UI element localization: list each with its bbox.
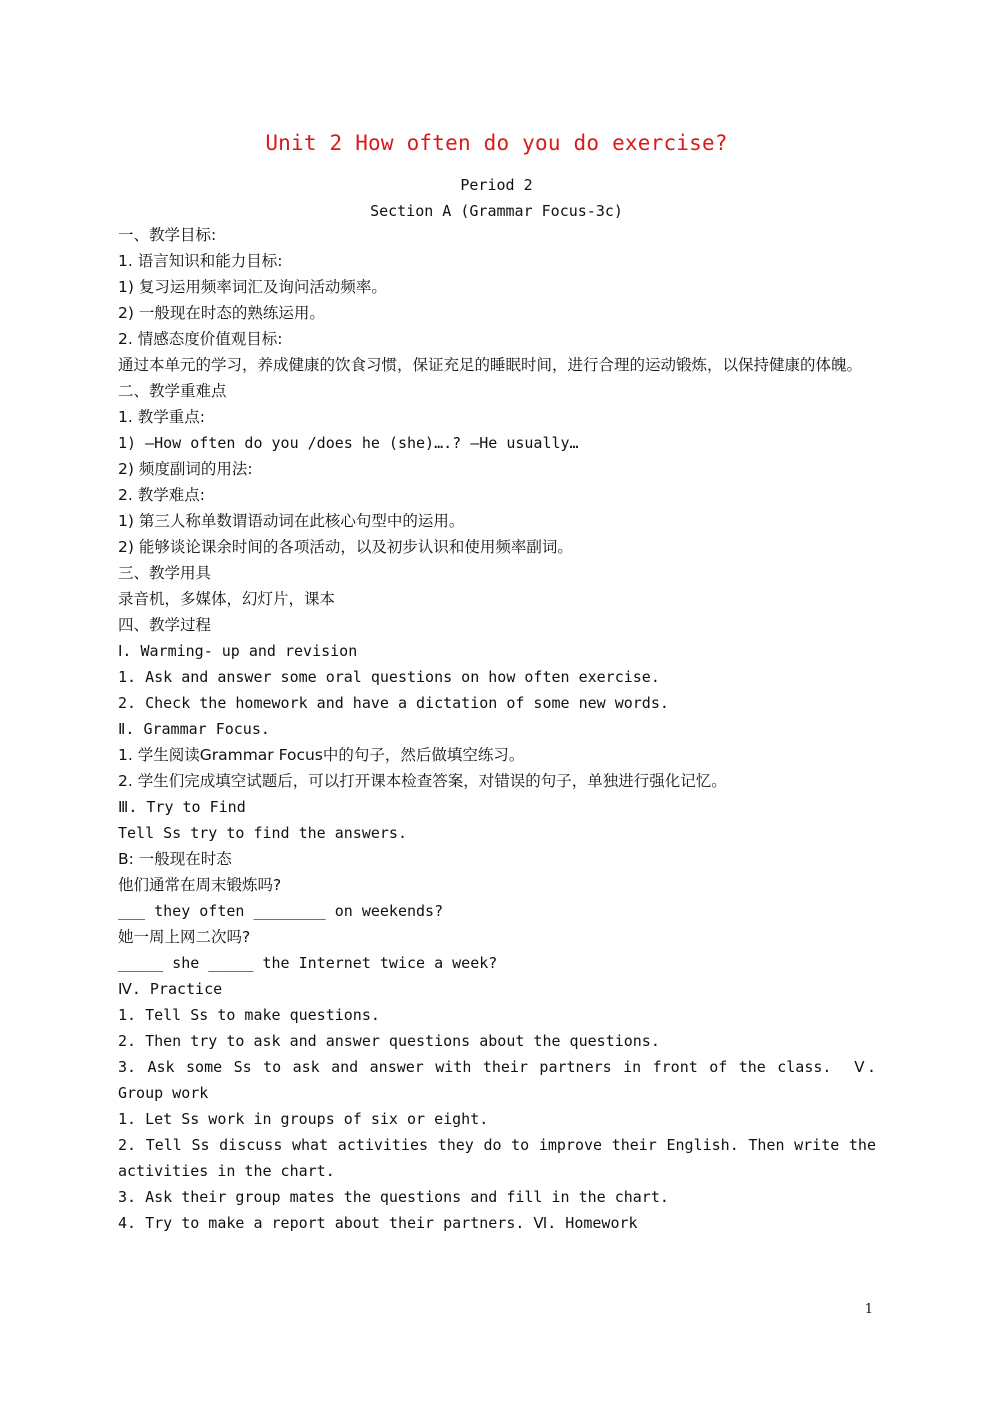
difficulty-2-1: 1) 第三人称单数谓语动词在此核心句型中的运用。	[118, 512, 465, 530]
step-2-item-2: 2. 学生们完成填空试题后，可以打开课本检查答案，对错误的句子，单独进行强化记忆。	[118, 772, 727, 790]
step-3-heading: Ⅲ. Try to Find	[118, 798, 246, 816]
key-point-1-1: 1) —How often do you /does he (she)….? —He usually…	[118, 434, 579, 452]
step-4-heading: Ⅳ. Practice	[118, 980, 223, 998]
step-5-item-2: 2. Tell Ss discuss what activities they do to improve their English. Then write the activities in the chart.	[118, 1136, 886, 1180]
key-point-1: 1. 教学重点:	[118, 408, 205, 426]
objective-1: 1. 语言知识和能力目标:	[118, 252, 283, 270]
step-1-heading: Ⅰ. Warming- up and revision	[118, 642, 358, 660]
tools-list: 录音机，多媒体，幻灯片，课本	[118, 590, 336, 608]
objective-1-2: 2) 一般现在时态的熟练运用。	[118, 304, 325, 322]
objective-2: 2. 情感态度价值观目标:	[118, 330, 283, 348]
step-1-item-1: 1. Ask and answer some oral questions on how often exercise.	[118, 668, 660, 686]
period-label: Period 2	[460, 176, 533, 194]
section-label: Section A (Grammar Focus-3c)	[370, 202, 623, 220]
page-number: 1	[864, 1302, 873, 1317]
step-3-item-1: Tell Ss try to find the answers.	[118, 824, 407, 842]
step-4-item-2: 2. Then try to ask and answer questions about the questions.	[118, 1032, 660, 1050]
heading-objectives: 一、教学目标:	[118, 226, 217, 244]
heading-key-points: 二、教学重难点	[118, 382, 227, 400]
step-4-item-3: 3. Ask some Ss to ask and answer with their partners in front of the class. Ⅴ. Group work	[118, 1058, 886, 1102]
exercise-1-prompt: 他们通常在周末锻炼吗?	[118, 876, 282, 894]
exercise-2-prompt: 她一周上网二次吗?	[118, 928, 251, 946]
step-5-item-3: 3. Ask their group mates the questions and fill in the chart.	[118, 1188, 669, 1206]
step-1-item-2: 2. Check the homework and have a dictation of some new words.	[118, 694, 669, 712]
step-4-item-1: 1. Tell Ss to make questions.	[118, 1006, 380, 1024]
objective-1-1: 1) 复习运用频率词汇及询问活动频率。	[118, 278, 387, 296]
step-5-item-4: 4. Try to make a report about their partners. Ⅵ. Homework	[118, 1214, 638, 1232]
heading-process: 四、教学过程	[118, 616, 212, 634]
step-3-grammar: B: 一般现在时态	[118, 850, 232, 868]
document-body	[118, 222, 886, 1236]
difficulty-2: 2. 教学难点:	[118, 486, 205, 504]
exercise-1-blank: ___ they often ________ on weekends?	[118, 902, 444, 920]
document-title: Unit 2 How often do you do exercise?	[265, 131, 728, 155]
objective-2-text: 通过本单元的学习，养成健康的饮食习惯，保证充足的睡眠时间，进行合理的运动锻炼，以保持健康的体魄。	[118, 356, 863, 374]
exercise-2-blank: _____ she _____ the Internet twice a week?	[118, 954, 498, 972]
key-point-1-2: 2) 频度副词的用法:	[118, 460, 253, 478]
step-2-item-1: 1. 学生阅读Grammar Focus中的句子，然后做填空练习。	[118, 746, 525, 764]
difficulty-2-2: 2) 能够谈论课余时间的各项活动，以及初步认识和使用频率副词。	[118, 538, 573, 556]
step-5-item-1: 1. Let Ss work in groups of six or eight.	[118, 1110, 489, 1128]
heading-tools: 三、教学用具	[118, 564, 212, 582]
step-2-heading: Ⅱ. Grammar Focus.	[118, 720, 270, 738]
